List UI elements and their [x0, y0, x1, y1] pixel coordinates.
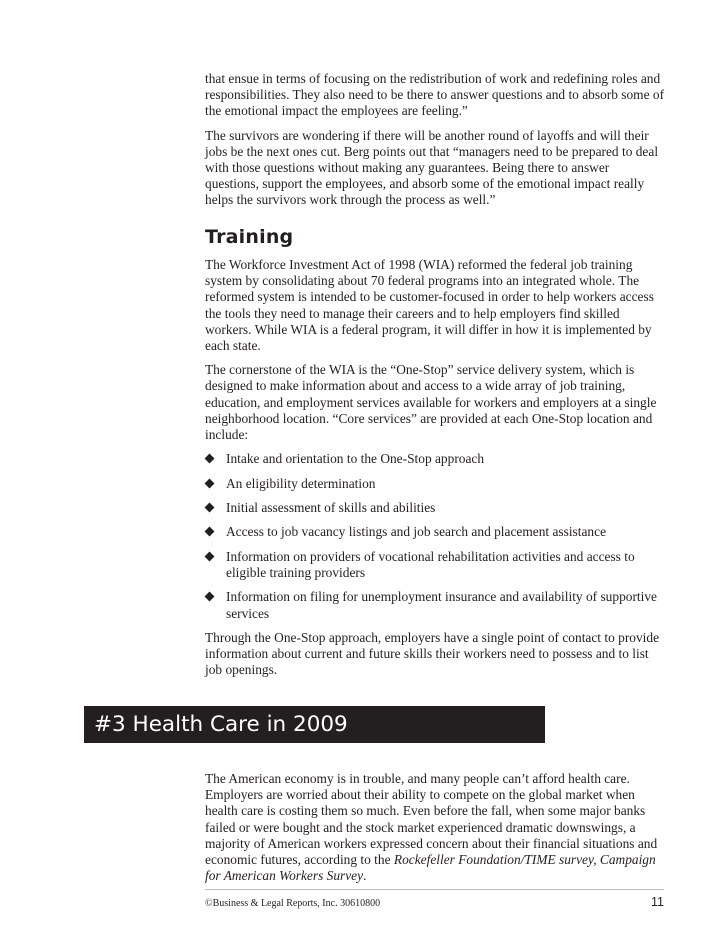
paragraph-employers-contact: Through the One-Stop approach, employers have a single point of contact to provide information about current and future skills their workers need to possess and to list job openings. [205, 629, 660, 678]
health-care-section [205, 771, 665, 892]
paragraph-health-care: The American economy is in trouble, and many people can’t afford health care. Employers are worried about their ability to compete on the global market when health care is costing them so much. Even before the fall, when some major banks failed or were bought and the stock market experienced dramatic downswings, a majority of American workers expressed concern about their financial situations and economic futures, according to the Rockefeller Foundation/TIME survey, Campaign for American Workers Survey. [205, 771, 658, 884]
list-item: Access to job vacancy listings and job search and placement assistance [205, 524, 665, 540]
core-services-list [205, 451, 665, 622]
training-section [205, 257, 665, 687]
paragraph-one-stop: The cornerstone of the WIA is the “One-Stop” service delivery system, which is designed to make information about and access to a wide array of job training, education, and employment services available for workers and employers at a single neighborhood location. “Core services” are provided at each One-Stop location and include: [205, 362, 657, 443]
paragraph-managers-role: that ensue in terms of focusing on the redistribution of work and redefining roles and responsibilities. They also need to be there to answer questions and to absorb some of the emotional impact the employees are feeling.” [205, 71, 665, 119]
diamond-bullet-icon [205, 527, 215, 537]
paragraph-wia-intro: The Workforce Investment Act of 1998 (WIA) reformed the federal job training system by consolidating about 70 federal programs into an integrated whole. The reformed system is intended to be customer-focused in order to help workers access the tools they need to manage their careers and to help employers find skilled workers. While WIA is a federal program, it will differ in how it is implemented by each state. [205, 257, 654, 354]
diamond-bullet-icon [205, 592, 215, 602]
diamond-bullet-icon [205, 551, 215, 561]
footer-divider [205, 889, 664, 890]
survey-citation: Rockefeller Foundation/TIME survey, Campaign for American Workers Survey [205, 852, 656, 884]
diamond-bullet-icon [205, 454, 215, 464]
diamond-bullet-icon [205, 478, 215, 488]
section-banner: #3 Health Care in 2009 [84, 706, 545, 743]
footer-copyright: ©Business & Legal Reports, Inc. 30610800 [205, 898, 381, 909]
continued-text-block [205, 71, 665, 217]
list-item: Initial assessment of skills and abilities [205, 500, 665, 516]
list-item: Information on providers of vocational rehabilitation activities and access to eligible training providers [205, 549, 665, 581]
list-item: Intake and orientation to the One-Stop approach [205, 451, 665, 467]
paragraph-survivors: The survivors are wondering if there will be another round of layoffs and will their jobs be the next ones cut. Berg points out that “managers need to be prepared to deal with those questions without making any guarantees. Being there to answer questions, support the employees, and absorb some of the emotional impact really helps the survivors work through the process as well.” [205, 127, 659, 208]
training-heading: Training [205, 226, 294, 248]
list-item: Information on filing for unemployment insurance and availability of supportive services [205, 589, 665, 621]
list-item: An eligibility determination [205, 476, 665, 492]
diamond-bullet-icon [205, 503, 215, 513]
page-number: 11 [651, 895, 664, 909]
